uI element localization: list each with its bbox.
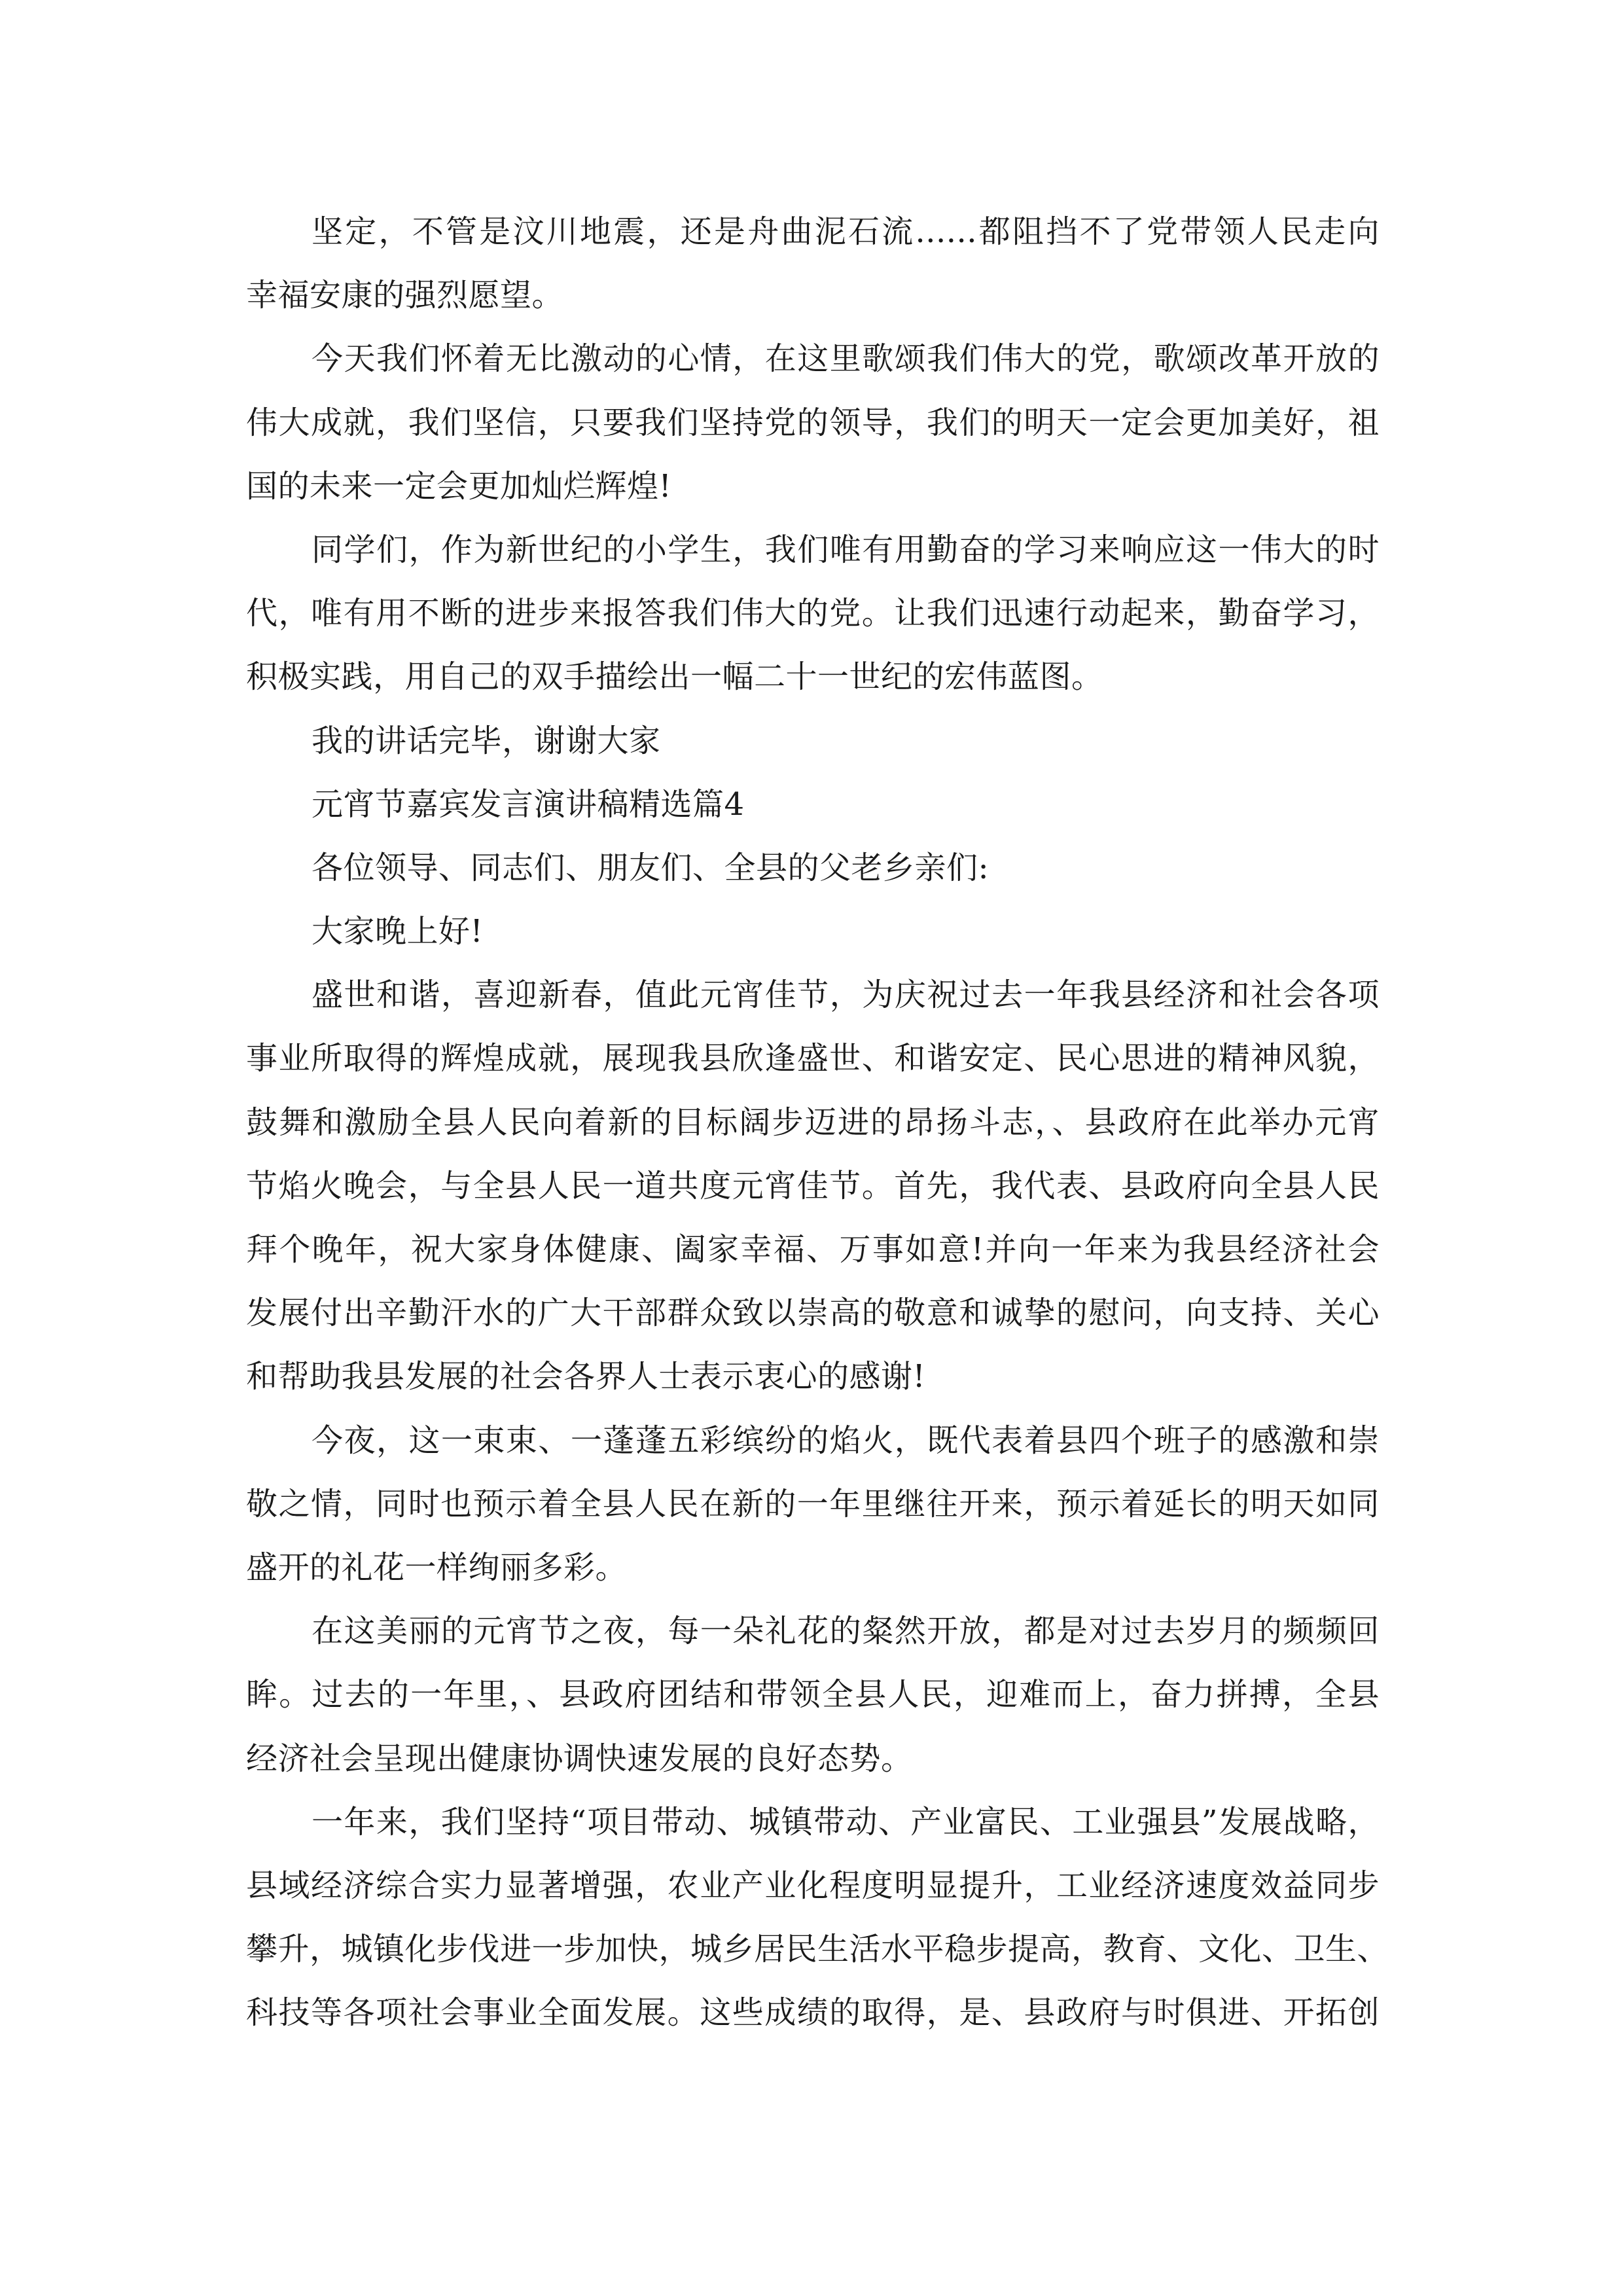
text-line: 县域经济综合实力显著增强，农业产业化程度明显提升，工业经济速度效益同步 [246, 1867, 1380, 1904]
text-line: 节焰火晚会，与全县人民一道共度元宵佳节。首先，我代表、县政府向全县人民 [246, 1167, 1380, 1204]
text-line: 我的讲话完毕，谢谢大家 [312, 722, 661, 759]
text-line: 今天我们怀着无比激动的心情，在这里歌颂我们伟大的党，歌颂改革开放的 [312, 340, 1380, 378]
text-line: 各位领导、同志们、朋友们、全县的父老乡亲们: [312, 849, 990, 886]
text-line: 盛世和谐，喜迎新春，值此元宵佳节，为庆祝过去一年我县经济和社会各项 [312, 977, 1380, 1014]
text-line: 攀升，城镇化步伐进一步加快，城乡居民生活水平稳步提高，教育、文化、卫生、 [246, 1931, 1389, 1968]
text-line: 国的未来一定会更加灿烂辉煌! [246, 467, 672, 505]
text-line: 积极实践，用自己的双手描绘出一幅二十一世纪的宏伟蓝图。 [246, 658, 1103, 696]
text-line: 鼓舞和激励全县人民向着新的目标阔步迈进的昂扬斗志，、县政府在此举办元宵 [246, 1103, 1380, 1141]
text-line: 今夜，这一束束、一蓬蓬五彩缤纷的焰火，既代表着县四个班子的感激和崇 [312, 1422, 1380, 1459]
text-line: 坚定，不管是汶川地震，还是舟曲泥石流......都阻挡不了党带领人民走向 [312, 213, 1380, 250]
text-line: 和帮助我县发展的社会各界人士表示衷心的感谢! [246, 1358, 926, 1395]
text-line: 经济社会呈现出健康协调快速发展的良好态势。 [246, 1740, 913, 1777]
text-line: 代，唯有用不断的进步来报答我们伟大的党。让我们迅速行动起来，勤奋学习， [246, 595, 1380, 632]
text-line: 在这美丽的元宵节之夜，每一朵礼花的粲然开放，都是对过去岁月的频频回 [312, 1613, 1380, 1650]
text-line: 伟大成就，我们坚信，只要我们坚持党的领导，我们的明天一定会更加美好，祖 [246, 404, 1380, 441]
text-line: 科技等各项社会事业全面发展。这些成绩的取得，是、县政府与时俱进、开拓创 [246, 1994, 1380, 2032]
text-line: 幸福安康的强烈愿望。 [246, 277, 564, 314]
text-line: 发展付出辛勤汗水的广大干部群众致以崇高的敬意和诚挚的慰问，向支持、关心 [246, 1295, 1380, 1332]
text-line: 大家晚上好! [312, 913, 484, 950]
text-line: 拜个晚年，祝大家身体健康、阖家幸福、万事如意!并向一年来为我县经济社会 [246, 1231, 1380, 1268]
text-line: 盛开的礼花一样绚丽多彩。 [246, 1549, 628, 1586]
text-line: 元宵节嘉宾发言演讲稿精选篇4 [312, 785, 745, 823]
text-line: 事业所取得的辉煌成就，展现我县欣逢盛世、和谐安定、民心思进的精神风貌， [246, 1040, 1380, 1077]
text-line: 一年来，我们坚持“项目带动、城镇带动、产业富民、工业强县”发展战略， [312, 1803, 1380, 1840]
text-line: 眸。过去的一年里，、县政府团结和带领全县人民，迎难而上，奋力拼搏，全县 [246, 1676, 1380, 1713]
document-body [246, 200, 1389, 2045]
text-line: 敬之情，同时也预示着全县人民在新的一年里继往开来，预示着延长的明天如同 [246, 1485, 1380, 1522]
text-line: 同学们，作为新世纪的小学生，我们唯有用勤奋的学习来响应这一伟大的时 [312, 531, 1380, 568]
